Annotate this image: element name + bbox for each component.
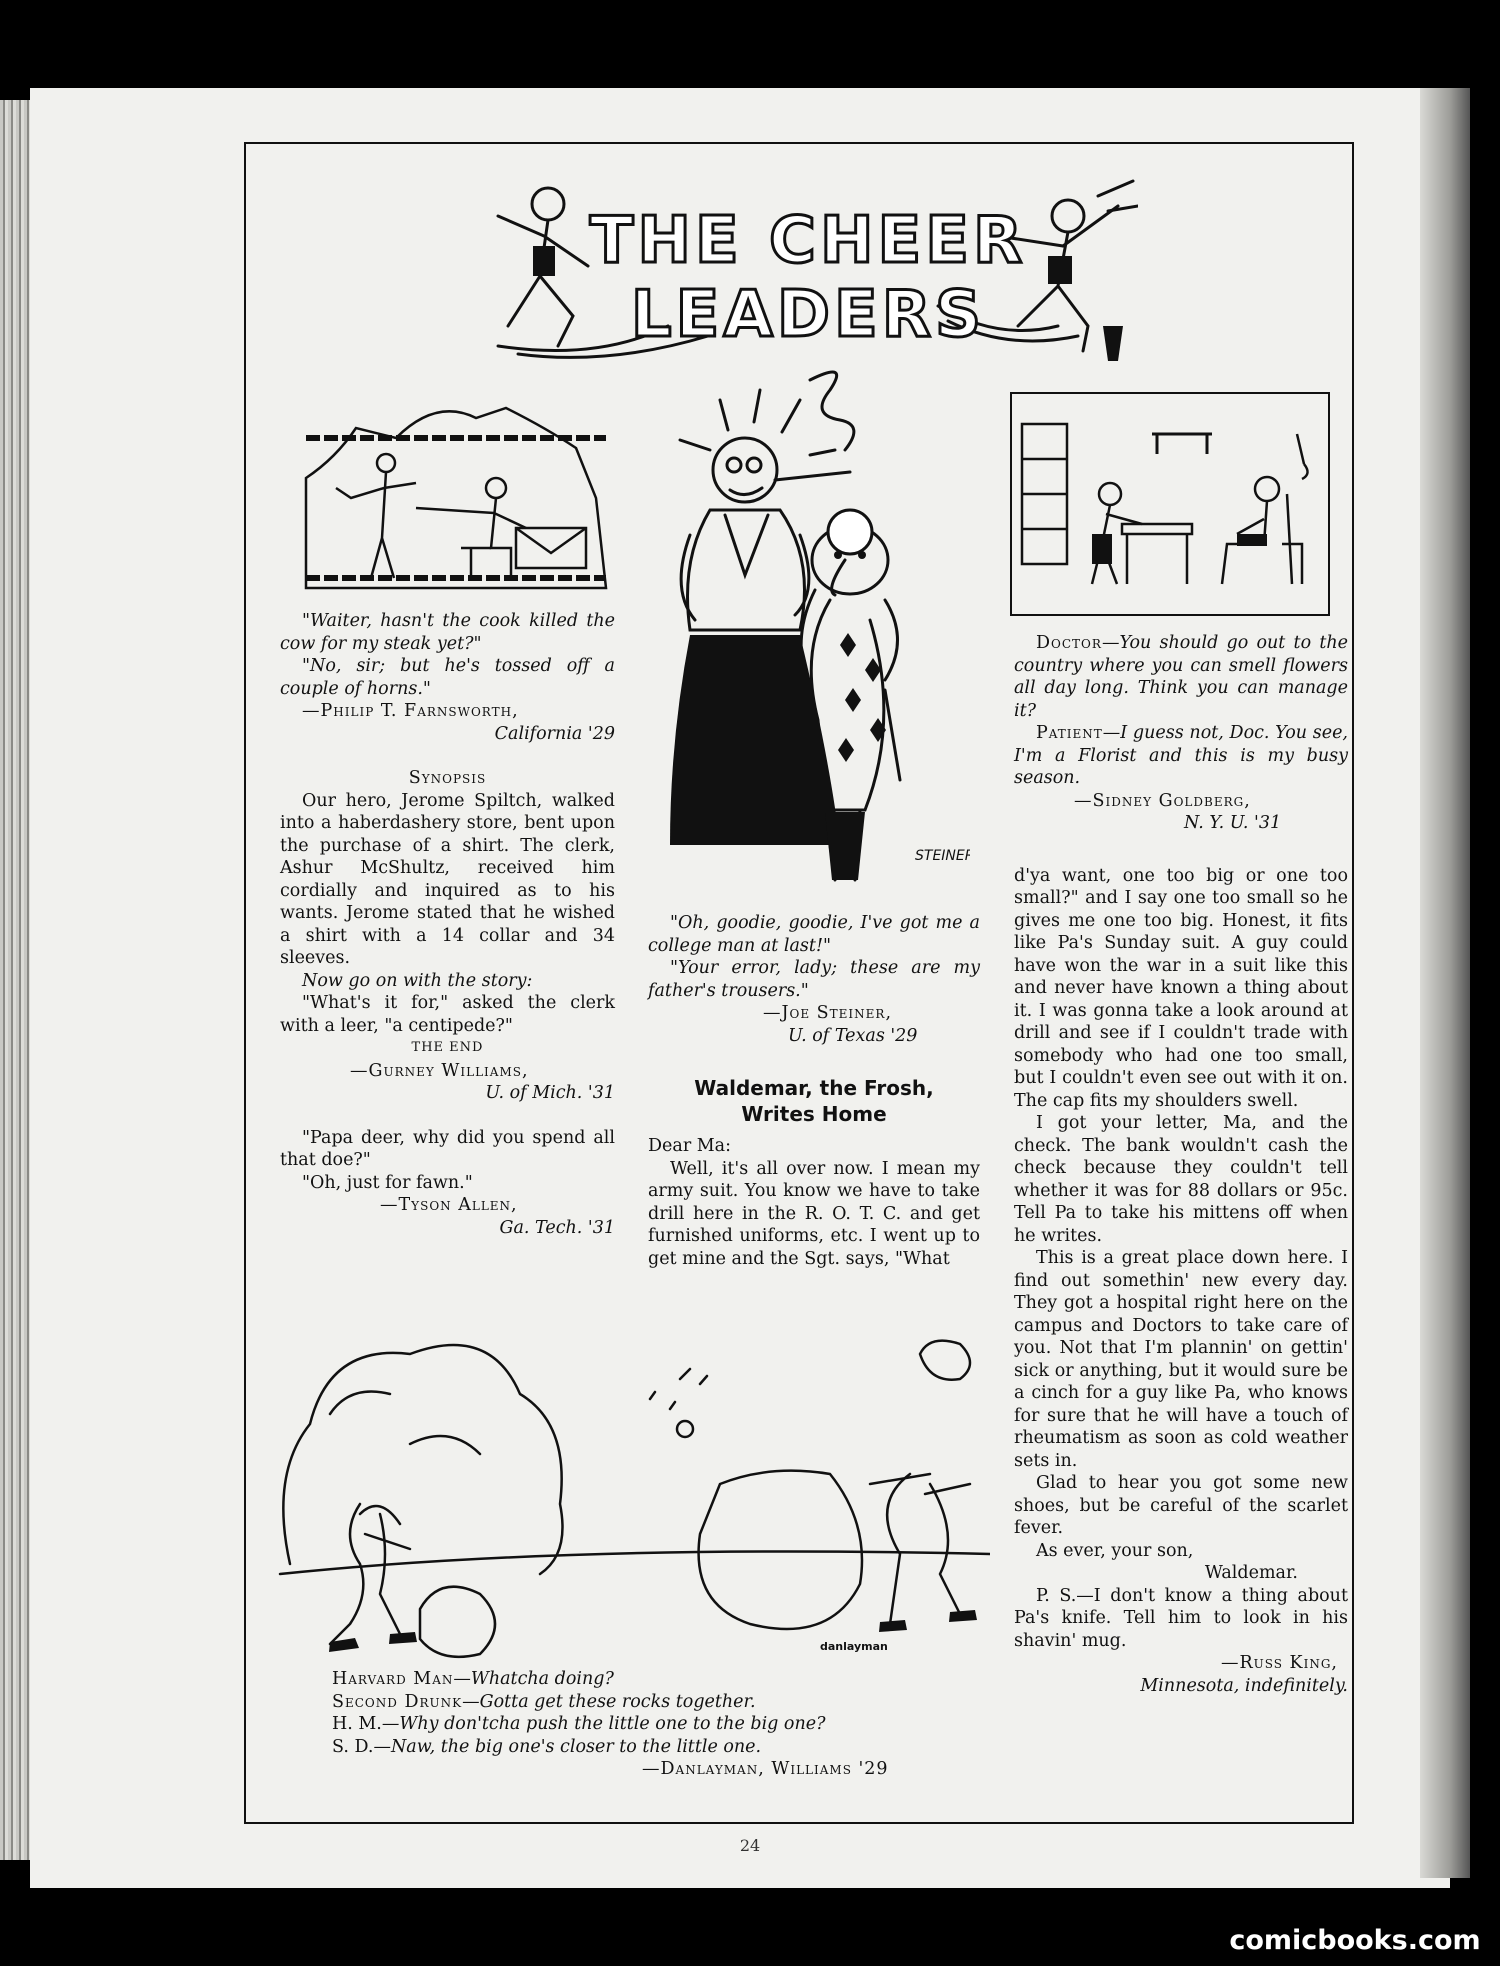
doctor-line: —You should go out to the country where you can smell flowers all day long. Think you can manage it? xyxy=(1014,633,1348,721)
caption-line: "Oh, goodie, goodie, I've got me a college man at last!" xyxy=(648,913,980,956)
synopsis-body: Our hero, Jerome Spiltch, walked into a haberdashery store, bent upon the purchase of a shirt. The clerk, Ashur McShultz, received him cordially and inquired as to his wants. Jerome stated that he wished a shirt with a 14 collar and 34 sleeves. xyxy=(280,790,615,968)
deer-joke xyxy=(280,1127,615,1240)
synopsis-dialogue: "What's it for," asked the clerk with a leer, "a centipede?" xyxy=(280,993,615,1036)
patient-speaker: Patient xyxy=(1036,723,1103,743)
caption-line: —Naw, the big one's closer to the little one. xyxy=(373,1736,762,1757)
doctor-joke-author: —Sidney Goldberg, xyxy=(1074,790,1251,811)
speaker-harvard-man: Harvard Man xyxy=(332,1669,454,1689)
cartoon-credit: —Danlayman, Williams '29 xyxy=(642,1759,889,1779)
story-heading: Writes Home xyxy=(741,1102,887,1126)
doctor-joke xyxy=(1014,632,1348,835)
college-man-caption xyxy=(648,912,980,1047)
synopsis-piece xyxy=(280,767,615,1105)
letter-salutation: Dear Ma: xyxy=(648,1136,731,1156)
joke-author: —Tyson Allen, xyxy=(380,1195,518,1215)
caption-school: U. of Texas '29 xyxy=(788,1025,918,1046)
caption-author: —Joe Steiner, xyxy=(763,1003,893,1023)
letter-paragraph: d'ya want, one too big or one too small?" and I say one too small so he gives me one too big. Honest, it fits like Pa's Sunday suit. A guy could have won the war in a suit like this and never have known a thing about it. I was gonna take a look around at drill and see if I couldn't trade with somebody who had one too small, but I couldn't even see out with it on. The cap fits my shoulders swell. xyxy=(1014,865,1348,1111)
joke-line: "Waiter, hasn't the cook killed the cow for my steak yet?" xyxy=(280,611,615,654)
joke-school: Ga. Tech. '31 xyxy=(499,1217,615,1238)
waiter-cartoon xyxy=(296,388,618,592)
letter-author: —Russ King, xyxy=(1220,1653,1338,1673)
doctor-cartoon xyxy=(1010,392,1330,616)
caption-line: —Why don'tcha push the little one to the big one? xyxy=(381,1714,826,1734)
joke-school: California '29 xyxy=(494,723,615,744)
danlayman-signature: danlayman xyxy=(820,1640,888,1653)
joke-line: "Papa deer, why did you spend all that doe?" xyxy=(280,1127,615,1170)
joke-line: "No, sir; but he's tossed off a couple of horns." xyxy=(280,656,615,699)
rocks-cartoon xyxy=(270,1324,990,1664)
synopsis-heading: Synopsis xyxy=(408,768,487,788)
synopsis-author: —Gurney Williams, xyxy=(350,1060,529,1081)
page-title: THE CHEER LEADERS xyxy=(589,204,1027,352)
book-spine-edge xyxy=(1420,88,1470,1878)
joke-author: —Philip T. Farnsworth, xyxy=(302,701,519,721)
letter-postscript: P. S.—I don't know a thing about Pa's knife. Tell him to look in his shavin' mug. xyxy=(1014,1585,1348,1651)
right-column xyxy=(1014,632,1348,1697)
synopsis-school: U. of Mich. '31 xyxy=(485,1083,615,1103)
center-column xyxy=(648,912,980,1270)
story-cue: Now go on with the story: xyxy=(302,970,533,991)
letter-paragraph: I got your letter, Ma, and the check. The bank wouldn't cash the check because they couldn't tell whether it was for 88 dollars or 95c. Tell Pa to take his mittens off when he writes. xyxy=(1014,1113,1348,1246)
watermark: comicbooks.com xyxy=(1210,1916,1500,1966)
college-man-cartoon xyxy=(650,360,970,900)
waldemar-letter-start xyxy=(648,1075,980,1270)
left-column xyxy=(280,610,615,1239)
speaker-sd: S. D. xyxy=(332,1736,374,1757)
waldemar-letter-continued xyxy=(1014,865,1348,1698)
caption-line: "Your error, lady; these are my father's trousers." xyxy=(648,958,980,1001)
waiter-joke xyxy=(280,610,615,745)
letter-paragraph: Glad to hear you got some new shoes, but be careful of the scarlet fever. xyxy=(1014,1473,1348,1538)
letter-paragraph: Well, it's all over now. I mean my army suit. You know we have to take drill here in the R. O. T. C. and get furnished uniforms, etc. I went up to get mine and the Sgt. says, "What xyxy=(648,1158,980,1269)
speaker-second-drunk: Second Drunk xyxy=(332,1691,463,1712)
rocks-caption xyxy=(332,1668,982,1781)
the-end: THE END xyxy=(411,1040,484,1055)
page-number: 24 xyxy=(739,1836,761,1855)
doctor-speaker: Doctor xyxy=(1036,633,1102,653)
letter-signoff: Waldemar. xyxy=(1204,1563,1298,1583)
letter-closing: As ever, your son, xyxy=(1036,1540,1194,1561)
joke-line: "Oh, just for fawn." xyxy=(302,1172,473,1193)
letter-paragraph: This is a great place down here. I find out somethin' new every day. They got a hospital right here on the campus and Doctors to take care of you. Not that I'm plannin' on gettin' sick or anything, but it would sure be a cinch for a guy like Pa, who knows for sure that he will have a touch of rheumatism as soon as cold weather sets in. xyxy=(1014,1248,1348,1471)
steiner-signature: STEINER xyxy=(915,848,970,864)
patient-line: —I guess not, Doc. You see, I'm a Florist and this is my busy season. xyxy=(1014,723,1348,788)
caption-line: —Whatcha doing? xyxy=(453,1669,614,1689)
story-heading: Waldemar, the Frosh, xyxy=(694,1076,934,1100)
caption-line: —Gotta get these rocks together. xyxy=(462,1691,756,1712)
letter-school: Minnesota, indefinitely. xyxy=(1140,1675,1348,1696)
speaker-hm: H. M. xyxy=(332,1714,382,1734)
doctor-joke-school: N. Y. U. '31 xyxy=(1184,813,1282,833)
title-illustration xyxy=(478,176,1138,366)
